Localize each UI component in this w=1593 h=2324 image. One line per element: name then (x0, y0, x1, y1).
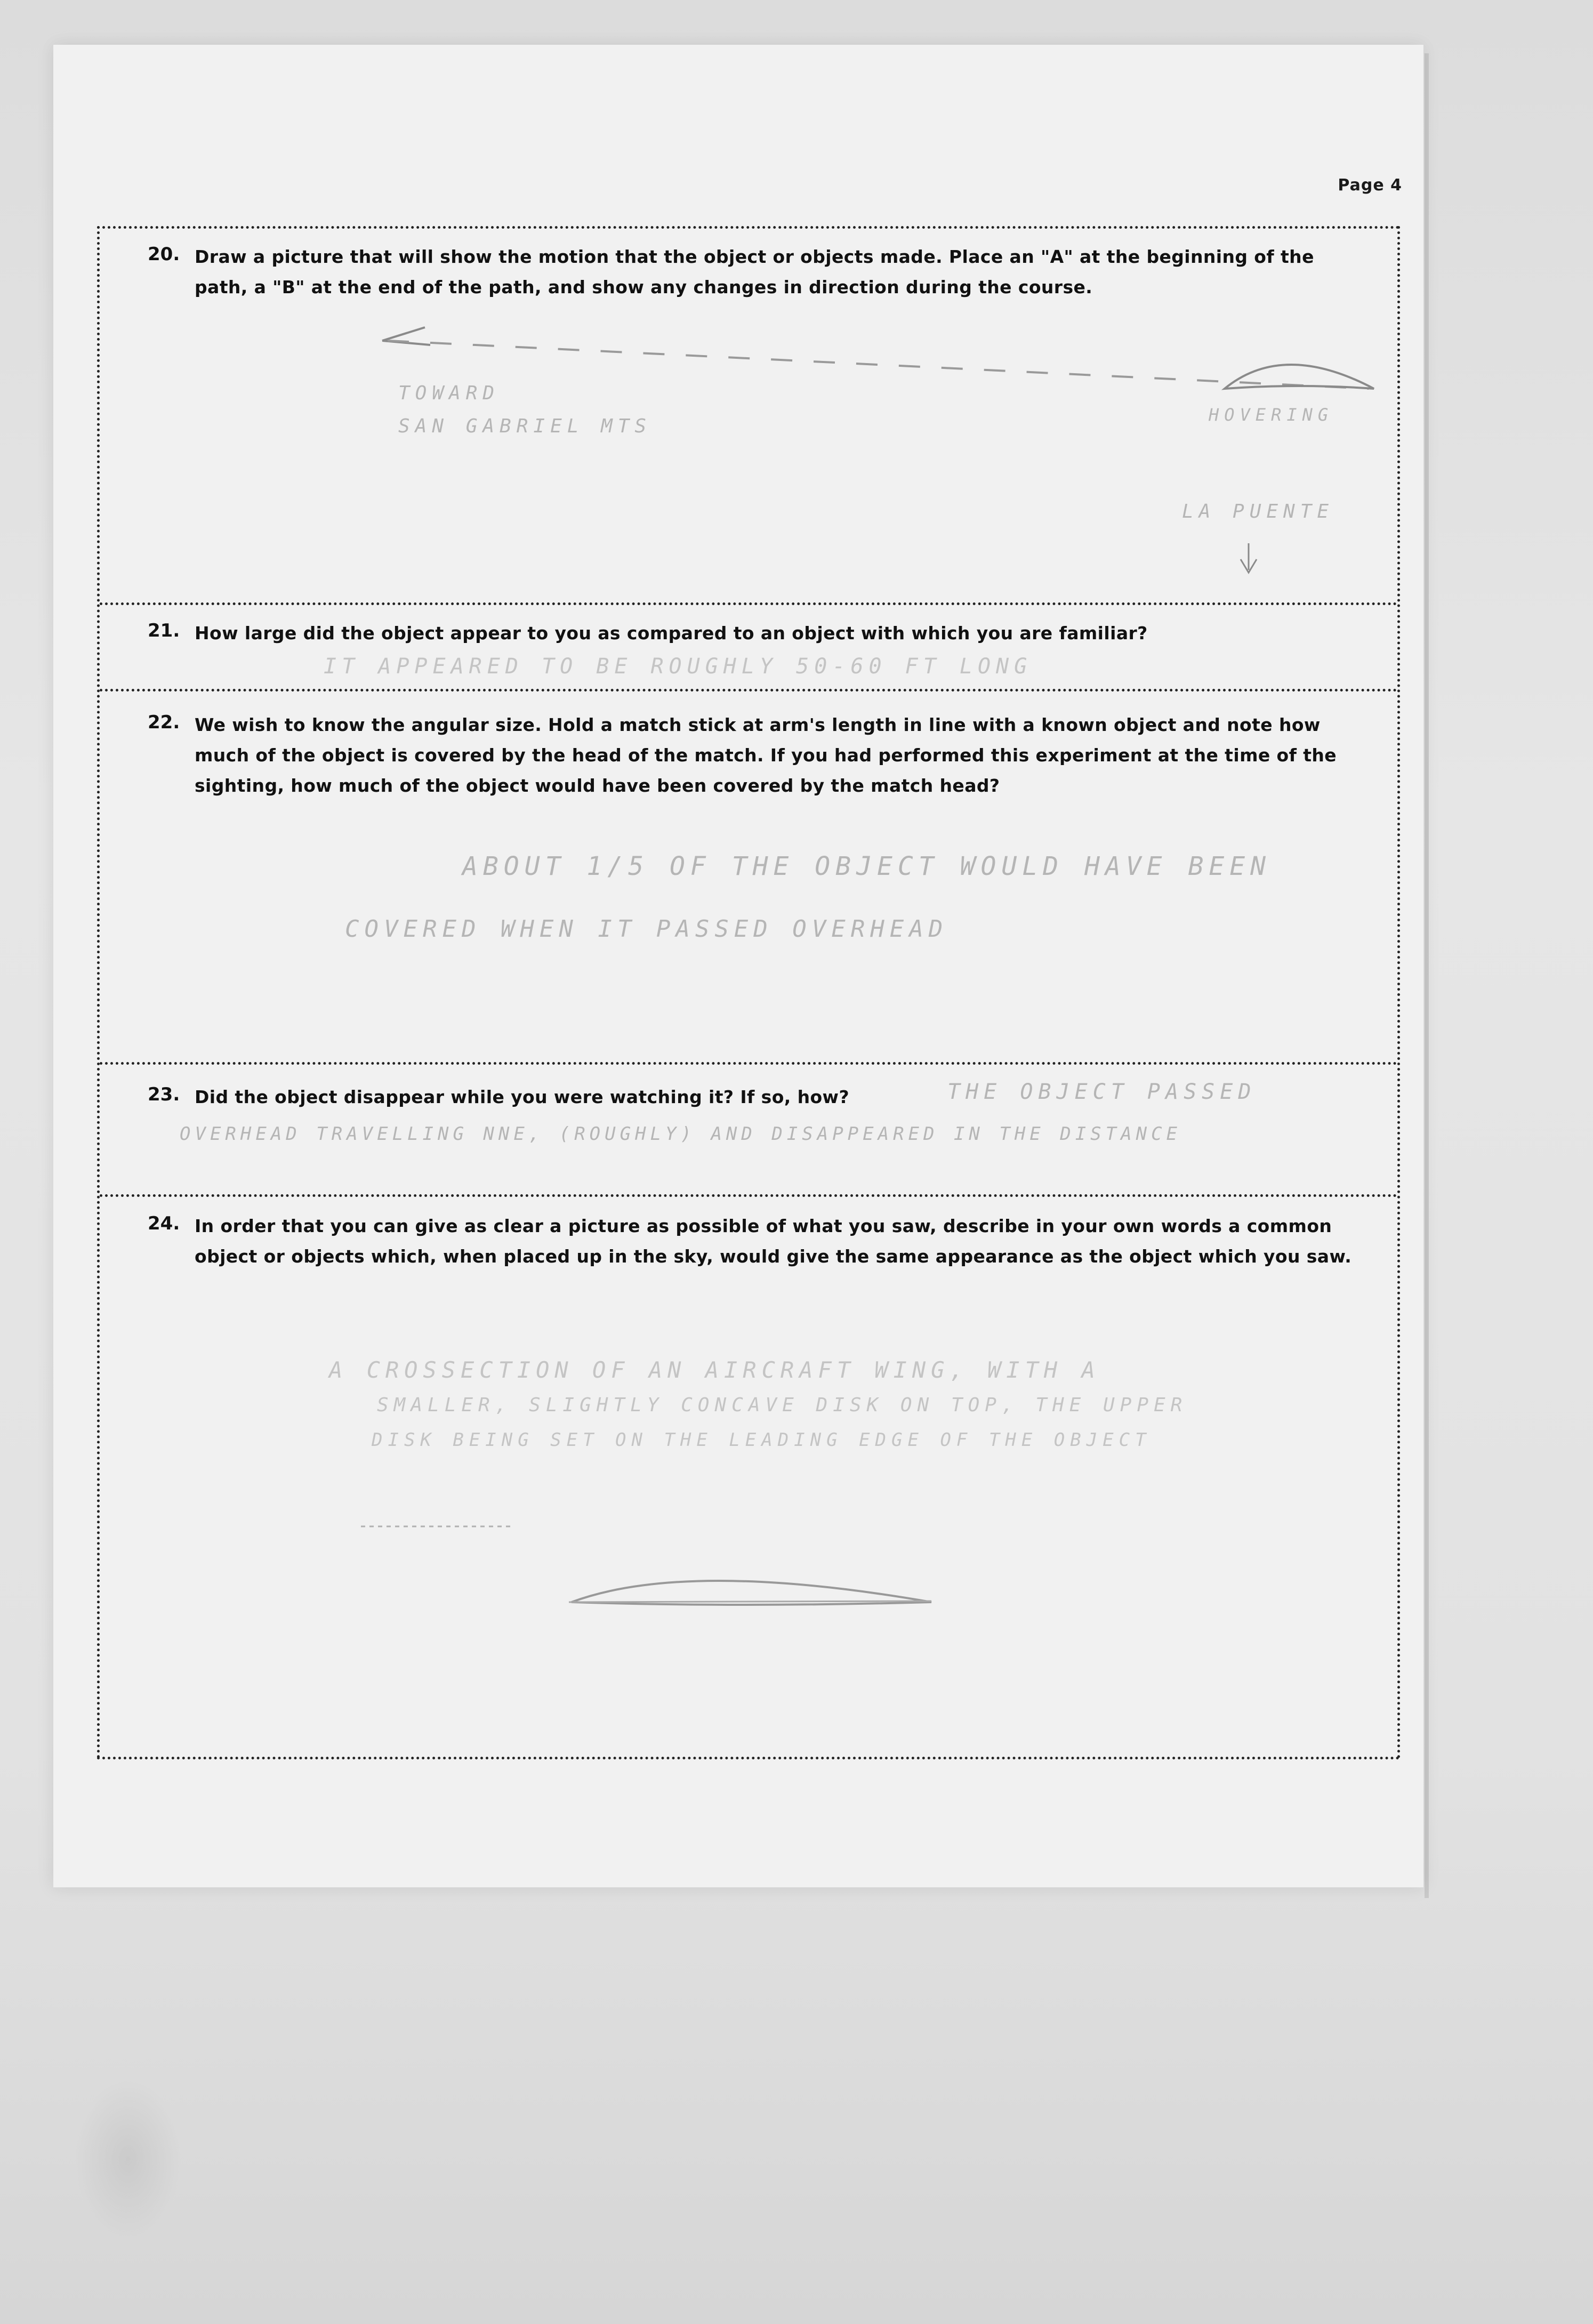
motion-path-sketch (100, 229, 1403, 602)
answer-mountains: SAN GABRIEL MTS (398, 415, 652, 437)
answer-description-line1: A CROSSECTION OF AN AIRCRAFT WING, WITH A (329, 1357, 1100, 1383)
answer-angular-size-line2: COVERED WHEN IT PASSED OVERHEAD (345, 915, 948, 943)
scan-smudge (75, 2079, 181, 2239)
answer-disappear-line1: THE OBJECT PASSED (947, 1080, 1257, 1104)
question-number: 24. (148, 1213, 180, 1234)
answer-hovering: HOVERING (1209, 405, 1334, 425)
page-edge-shadow (1425, 53, 1429, 1898)
question-text: In order that you can give as clear a picture as possible of what you saw, describe in your own words a common object or objects which, when placed up in the sky, would give the same appearance as the object which you saw. (195, 1216, 1352, 1267)
answer-toward: TOWARD (398, 382, 500, 404)
answer-disappear-line2: OVERHEAD TRAVELLING NNE, (ROUGHLY) AND DISAPPEARED IN THE DISTANCE (180, 1123, 1182, 1145)
question-number: 20. (148, 244, 180, 265)
question-text: Draw a picture that will show the motion that the object or objects made. Place an "A" at the beginning of the path, a "B" at the end of the path, and show any changes in direction during the course. (195, 246, 1314, 297)
question-20 (100, 229, 1397, 605)
question-number: 22. (148, 712, 180, 733)
question-21 (100, 605, 1397, 691)
answer-la-puente: LA PUENTE (1182, 501, 1334, 522)
question-24 (100, 1197, 1397, 1762)
answer-description-line3: DISK BEING SET ON THE LEADING EDGE OF THE OBJECT (372, 1429, 1152, 1451)
document-page (53, 45, 1423, 1887)
questionnaire-form (97, 226, 1400, 1759)
question-23 (100, 1065, 1397, 1197)
question-text: Did the object disappear while you were watching it? If so, how? (195, 1087, 849, 1107)
page-number: Page 4 (1338, 176, 1402, 195)
question-text: We wish to know the angular size. Hold a match stick at arm's length in line with a known object and note how much of the object is covered by the head of the match. If you had performed this experiment at the time of the sighting, how much of the object would have been covered by the match head? (195, 714, 1337, 796)
answer-size: IT APPEARED TO BE ROUGHLY 50-60 FT LONG (324, 654, 1033, 679)
object-sketch (100, 1197, 1403, 1762)
answer-angular-size-line1: ABOUT 1/5 OF THE OBJECT WOULD HAVE BEEN (462, 851, 1272, 881)
question-text: How large did the object appear to you as compared to an object with which you are familiar? (195, 623, 1148, 644)
answer-description-line2: SMALLER, SLIGHTLY CONCAVE DISK ON TOP, THE UPPER (377, 1394, 1188, 1416)
question-number: 23. (148, 1084, 180, 1105)
question-22 (100, 691, 1397, 1065)
question-number: 21. (148, 620, 180, 641)
